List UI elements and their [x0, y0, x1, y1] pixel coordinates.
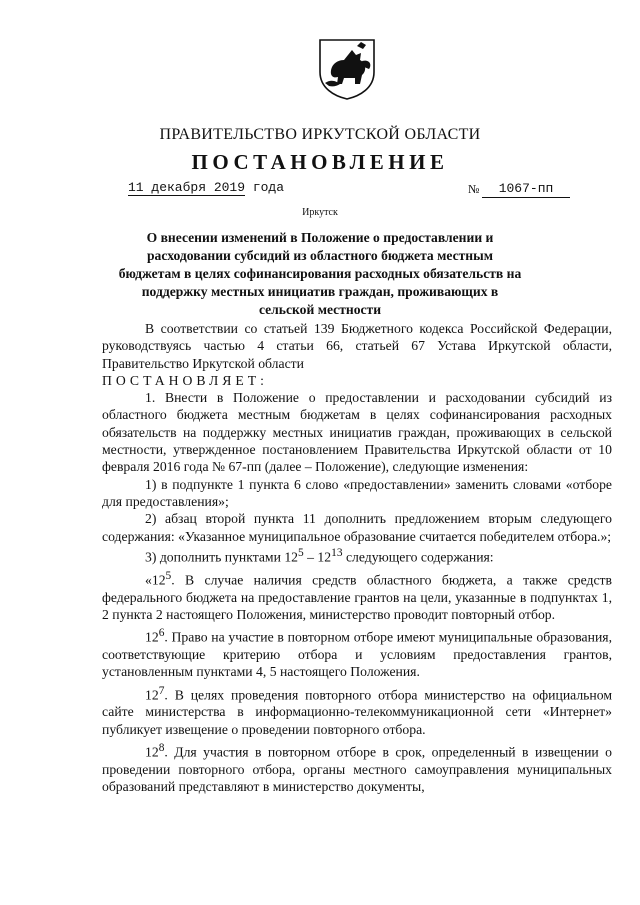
- resolves-heading: ПОСТАНОВЛЯЕТ:: [102, 372, 268, 388]
- point-12-7-sup: 7: [158, 684, 165, 697]
- point-12-5-prefix: «12: [145, 572, 166, 588]
- point-12-8-text: . Для участия в повторном отборе в срок, определенный в извещении о проведении повторного отбора, органы местного самоуправления муниципальных образований представляют в министерство документы,: [102, 744, 612, 795]
- point-12-8-paragraph: [102, 740, 612, 795]
- subitem-3-sup-b: 13: [331, 546, 343, 559]
- point-12-6-paragraph: [102, 625, 612, 680]
- city-name: Иркутск: [302, 207, 338, 218]
- document-number: 1067-пп: [482, 180, 570, 198]
- document-date: [128, 180, 284, 195]
- point-12-5-sup: 5: [165, 569, 172, 582]
- point-12-7-text: . В целях проведения повторного отбора министерство на официальном сайте министерства в информационно-телекоммуникационной сети «Интернет» публикует извещение о проведении повторного отбора.: [102, 687, 612, 737]
- item-1-paragraph: 1. Внести в Положение о предоставлении и расходовании субсидий из областного бюджета местным бюджетам в целях софинансирования расходных обязательств на поддержку местных инициатив граждан, проживающих в сельской местности, утвержденное постановлением Правительства Иркутской области от 10 февраля 2016 года № 67-пп (далее – Положение), следующие изменения:: [102, 390, 612, 475]
- subitem-3-text-b: – 12: [303, 549, 332, 565]
- point-12-6-sup: 6: [158, 627, 165, 640]
- point-12-8-sup: 8: [158, 742, 165, 755]
- point-12-5-paragraph: [102, 568, 612, 623]
- organization-name: ПРАВИТЕЛЬСТВО ИРКУТСКОЙ ОБЛАСТИ: [159, 126, 481, 143]
- subitem-3-paragraph: [102, 545, 612, 566]
- coat-of-arms-icon: [318, 38, 376, 100]
- date-suffix: года: [245, 180, 285, 195]
- number-label: №: [468, 182, 480, 196]
- point-12-7-paragraph: [102, 683, 612, 738]
- intro-paragraph: В соответствии со статьей 139 Бюджетного кодекса Российской Федерации, руководствуясь частью 4 статьи 66, статьей 67 Устава Иркутской области, Правительство Иркутской области: [102, 321, 612, 371]
- point-12-7-prefix: 12: [145, 687, 159, 703]
- document-type: ПОСТАНОВЛЕНИЕ: [191, 150, 449, 174]
- point-12-8-prefix: 12: [145, 744, 159, 760]
- subitem-3-sup-a: 5: [298, 546, 304, 559]
- document-body: [102, 320, 612, 796]
- subitem-3-text-a: 3) дополнить пунктами 12: [145, 549, 299, 565]
- subitem-2-paragraph: 2) абзац второй пункта 11 дополнить предложением вторым следующего содержания: «Указанное муниципальное образование считается победителем отбора.»;: [102, 511, 612, 544]
- subitem-1-paragraph: 1) в подпункте 1 пункта 6 слово «предоставлении» заменить словами «отборе для предоставления»;: [102, 476, 612, 509]
- date-value: 11 декабря 2019: [128, 180, 246, 195]
- document-title: О внесении изменений в Положение о предоставлении и расходовании субсидий из областного бюджета местным бюджетам в целях софинансирования расходных обязательств на поддержку местных инициатив граждан, проживающих в сельской местности: [118, 230, 522, 317]
- subitem-3-text-c: следующего содержания:: [342, 549, 494, 565]
- point-12-5-text: . В случае наличия средств областного бюджета, а также средств федерального бюджета на предоставление грантов на цели, указанные в подпунктах 1, 2 пункта 2 настоящего Положения, министерство проводит повторный отбор.: [102, 572, 612, 622]
- point-12-6-text: . Право на участие в повторном отборе имеют муниципальные образования, соответствующие критерию отбора и условиям предоставления грантов, установленным пунктами 4, 5 настоящего Положения.: [102, 629, 612, 680]
- point-12-6-prefix: 12: [145, 629, 159, 645]
